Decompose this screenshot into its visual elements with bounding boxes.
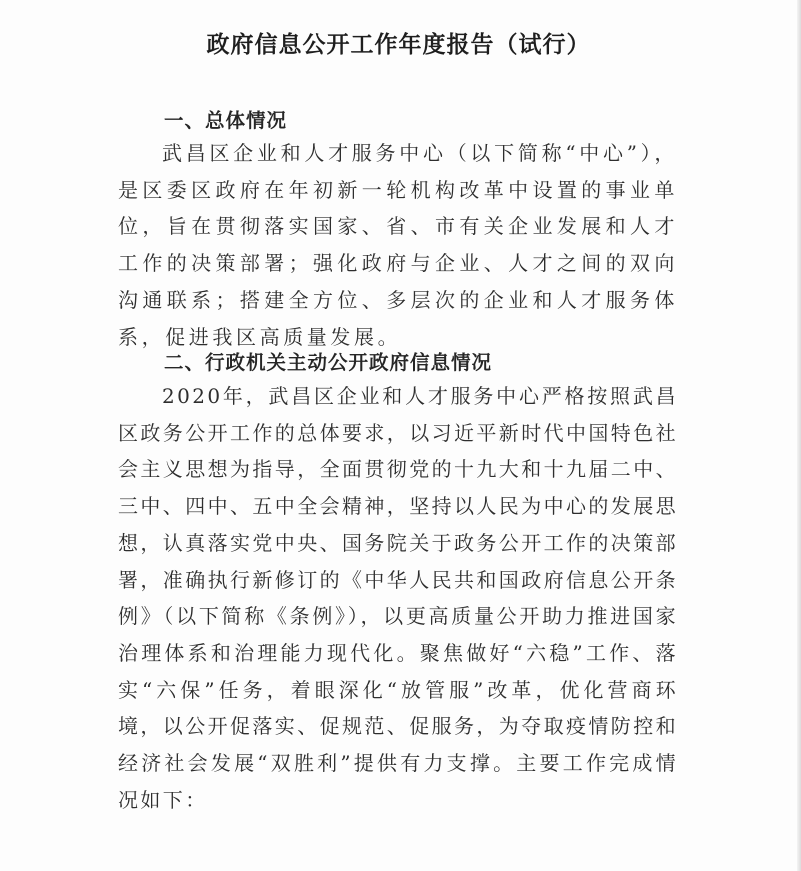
section-body-overview: 武昌区企业和人才服务中心（以下简称“中心”），是区委区政府在年初新一轮机构改革中设置的事业单位，旨在贯彻落实国家、省、市有关企业发展和人才工作的决策部署；强化政府与企业、人才之间的双向沟通联系；搭建全方位、多层次的企业和人才服务体系，促进我区高质量发展。 <box>118 141 678 349</box>
page-edge-shadow <box>797 0 801 871</box>
section-heading-proactive-disclosure: 二、行政机关主动公开政府信息情况 <box>164 351 493 374</box>
section-heading-overview: 一、总体情况 <box>164 109 288 132</box>
section-body-proactive-disclosure: 2020年，武昌区企业和人才服务中心严格按照武昌区政务公开工作的总体要求，以习近平新时代中国特色社会主义思想为指导，全面贯彻党的十九大和十九届二中、三中、四中、五中全会精神，坚持以人民为中心的发展思想，认真落实党中央、国务院关于政务公开工作的决策部署，准确执行新修订的《中华人民共和国政府信息公开条例》（以下简称《条例》），以更高质量公开助力推进国家治理体系和治理能力现代化。聚焦做好“六稳”工作、落实“六保”任务，着眼深化“放管服”改革，优化营商环境，以公开促落实、促规范、促服务，为夺取疫情防控和经济社会发展“双胜利”提供有力支撑。主要工作完成情况如下： <box>118 384 678 812</box>
document-title: 政府信息公开工作年度报告（试行） <box>206 31 591 58</box>
